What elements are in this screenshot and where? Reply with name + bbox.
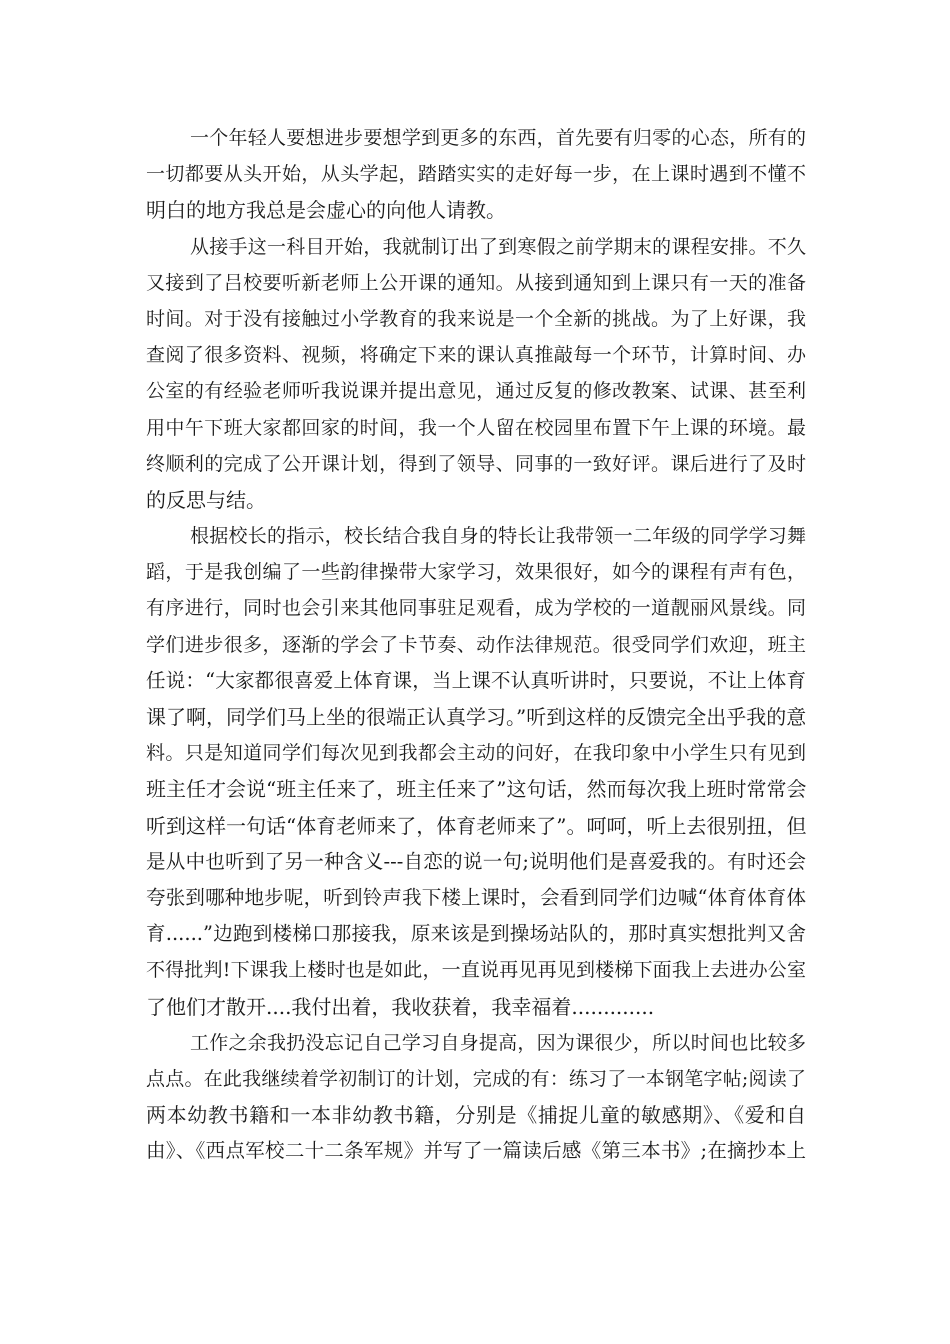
text-line: 班主任才会说“班主任来了，班主任来了”这句话，然而每次我上班时常常会 bbox=[146, 777, 806, 802]
text-line: 听到这样一句话“体育老师来了，体育老师来了”。呵呵，听上去很别扭，但 bbox=[146, 813, 806, 838]
text-line: 学们进步很多，逐渐的学会了卡节奏、动作法律规范。很受同学们欢迎，班主 bbox=[146, 633, 806, 656]
text-line: 公室的有经验老师听我说课并提出意见，通过反复的修改教案、试课、甚至利 bbox=[146, 380, 806, 403]
text-line: 夸张到哪种地步呢，听到铃声我下楼上课时，会看到同学们边喊“体育体育体 bbox=[146, 885, 806, 909]
text-line: 由》、《西点军校二十二条军规》并写了一篇读后感《第三本书》;在摘抄本上 bbox=[146, 1139, 806, 1163]
text-line: 不得批判!下课我上楼时也是如此，一直说再见再见到楼梯下面我上去进办公室 bbox=[146, 959, 806, 982]
document-body bbox=[146, 120, 806, 1169]
text-line: 育......”边跑到楼梯口那接我，原来该是到操场站队的，那时真实想批判又舍 bbox=[146, 922, 806, 946]
text-line: 两本幼教书籍和一本非幼教书籍，分别是《捕捉儿童的敏感期》、《爱和自 bbox=[146, 1103, 806, 1128]
text-line: 料。只是知道同学们每次见到我都会主动的问好，在我印象中小学生只有见到 bbox=[146, 742, 806, 765]
text-line: 任说：“大家都很喜爱上体育课，当上课不认真听讲时，只要说，不让上体育 bbox=[146, 668, 806, 692]
text-line: 一个年轻人要想进步要想学到更多的东西，首先要有归零的心态，所有的 bbox=[190, 127, 806, 149]
text-line: 的反思与结。 bbox=[146, 487, 266, 512]
text-line: 课了啊，同学们马上坐的很端正认真学习。”听到这样的反馈完全出乎我的意 bbox=[146, 705, 806, 729]
text-line: 时间。对于没有接触过小学教育的我来说是一个全新的挑战。为了上好课，我 bbox=[146, 307, 806, 330]
text-line: 工作之余我扔没忘记自己学习自身提高，因为课很少，所以时间也比较多 bbox=[190, 1031, 806, 1054]
paragraph-2 bbox=[146, 229, 806, 519]
text-line: 了他们才散开....我付出着，我收获着，我幸福着............. bbox=[146, 994, 655, 1019]
paragraph-1 bbox=[146, 120, 806, 229]
text-line: 根据校长的指示，校长结合我自身的特长让我带领一二年级的同学学习舞 bbox=[190, 525, 806, 548]
text-line: 一切都要从头开始，从头学起，踏踏实实的走好每一步，在上课时遇到不懂不 bbox=[146, 163, 806, 186]
text-line: 查阅了很多资料、视频，将确定下来的课认真推敲每一个环节，计算时间、办 bbox=[146, 344, 806, 367]
text-line: 是从中也听到了另一种含义---自恋的说一句;说明他们是喜爱我的。有时还会 bbox=[146, 849, 806, 873]
text-line: 有序进行，同时也会引来其他同事驻足观看，成为学校的一道靓丽风景线。同 bbox=[146, 597, 806, 620]
paragraph-4 bbox=[146, 1025, 806, 1170]
text-line: 点点。在此我继续着学初制订的计划，完成的有：练习了一本钢笔字帖;阅读了 bbox=[146, 1067, 806, 1090]
text-line: 用中午下班大家都回家的时间，我一个人留在校园里布置下午上课的环境。最 bbox=[146, 416, 806, 439]
text-line: 明白的地方我总是会虚心的向他人请教。 bbox=[146, 198, 506, 223]
paragraph-3 bbox=[146, 518, 806, 1025]
text-line: 蹈，于是我创编了一些韵律操带大家学习，效果很好，如今的课程有声有色， bbox=[146, 561, 806, 584]
text-line: 终顺利的完成了公开课计划，得到了领导、同事的一致好评。课后进行了及时 bbox=[146, 452, 806, 475]
text-line: 从接手这一科目开始，我就制订出了到寒假之前学期末的课程安排。不久 bbox=[190, 235, 806, 258]
text-line: 又接到了吕校要听新老师上公开课的通知。从接到通知到上课只有一天的准备 bbox=[146, 271, 806, 294]
